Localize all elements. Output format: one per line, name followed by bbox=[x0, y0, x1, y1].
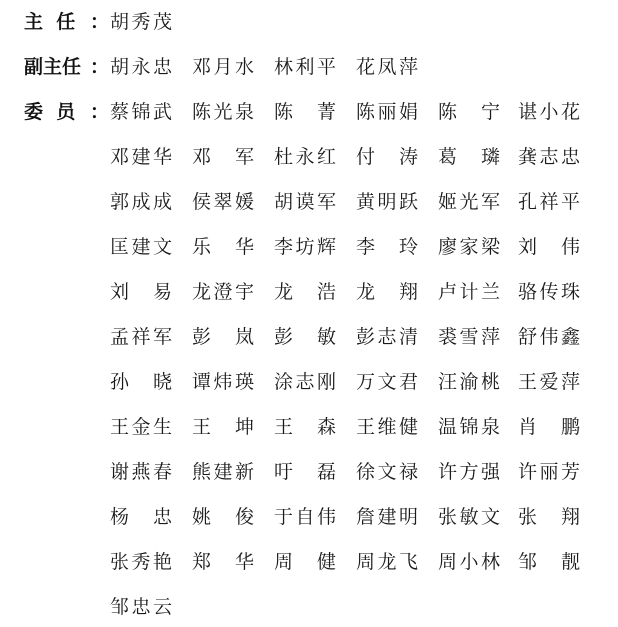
name-entry: 陈 丽 娟 bbox=[356, 101, 418, 123]
name-entry: 胡 谟 军 bbox=[274, 191, 336, 213]
name-entry: 林 利 平 bbox=[274, 56, 336, 78]
name-entry: 王 爱 萍 bbox=[518, 371, 580, 393]
name-entry: 詹 建 明 bbox=[356, 506, 418, 528]
name-entry: 裘 雪 萍 bbox=[438, 326, 500, 348]
name-entry: 彭 岚 bbox=[192, 326, 254, 348]
name-entry: 杜 永 红 bbox=[274, 146, 336, 168]
name-entry: 邹 靓 bbox=[518, 551, 580, 573]
name-entry: 徐 文 禄 bbox=[356, 461, 418, 483]
name-entry: 刘 易 bbox=[110, 281, 172, 303]
name-entry: 王 坤 bbox=[192, 416, 254, 438]
member-colon: ： bbox=[90, 101, 110, 123]
name-entry: 万 文 君 bbox=[356, 371, 418, 393]
name-entry: 郭 成 成 bbox=[110, 191, 172, 213]
name-entry: 蔡 锦 武 bbox=[110, 101, 172, 123]
name-entry: 张 敏 文 bbox=[438, 506, 500, 528]
name-entry: 黄 明 跃 bbox=[356, 191, 418, 213]
name-entry: 杨 忠 bbox=[110, 506, 172, 528]
name-entry: 付 涛 bbox=[356, 146, 418, 168]
name-entry: 温 锦 泉 bbox=[438, 416, 500, 438]
name-entry: 卢 计 兰 bbox=[438, 281, 500, 303]
name-entry: 李 坊 辉 bbox=[274, 236, 336, 258]
director-label: 主 任 bbox=[24, 11, 76, 33]
director-colon: ： bbox=[90, 11, 110, 33]
name-entry: 胡 秀 茂 bbox=[110, 11, 172, 33]
name-entry: 王 金 生 bbox=[110, 416, 172, 438]
name-entry: 骆 传 珠 bbox=[518, 281, 580, 303]
name-entry: 邹 忠 云 bbox=[110, 596, 172, 618]
name-entry: 邓 月 水 bbox=[192, 56, 254, 78]
name-entry: 谢 燕 春 bbox=[110, 461, 172, 483]
name-entry: 周 小 林 bbox=[438, 551, 500, 573]
name-entry: 王 维 健 bbox=[356, 416, 418, 438]
name-entry: 彭 志 清 bbox=[356, 326, 418, 348]
name-entry: 廖 家 梁 bbox=[438, 236, 500, 258]
name-entry: 龙 浩 bbox=[274, 281, 336, 303]
name-entry: 龙 翔 bbox=[356, 281, 418, 303]
name-entry: 熊 建 新 bbox=[192, 461, 254, 483]
name-entry: 陈 菁 bbox=[274, 101, 336, 123]
name-entry: 姚 俊 bbox=[192, 506, 254, 528]
name-entry: 胡 永 忠 bbox=[110, 56, 172, 78]
name-entry: 孔 祥 平 bbox=[518, 191, 580, 213]
name-entry: 侯 翠 媛 bbox=[192, 191, 254, 213]
name-entry: 吁 磊 bbox=[274, 461, 336, 483]
name-entry: 彭 敏 bbox=[274, 326, 336, 348]
name-entry: 姬 光 军 bbox=[438, 191, 500, 213]
name-entry: 舒 伟 鑫 bbox=[518, 326, 580, 348]
name-entry: 周 健 bbox=[274, 551, 336, 573]
name-entry: 孟 祥 军 bbox=[110, 326, 172, 348]
name-entry: 谭 炜 瑛 bbox=[192, 371, 254, 393]
name-entry: 花 凤 萍 bbox=[356, 56, 418, 78]
name-entry: 涂 志 刚 bbox=[274, 371, 336, 393]
name-entry: 肖 鹏 bbox=[518, 416, 580, 438]
name-entry: 许 方 强 bbox=[438, 461, 500, 483]
name-entry: 周 龙 飞 bbox=[356, 551, 418, 573]
member-label: 委 员 bbox=[24, 101, 76, 123]
name-entry: 葛 璘 bbox=[438, 146, 500, 168]
name-entry: 龚 志 忠 bbox=[518, 146, 580, 168]
name-entry: 匡 建 文 bbox=[110, 236, 172, 258]
name-entry: 郑 华 bbox=[192, 551, 254, 573]
name-entry: 张 翔 bbox=[518, 506, 580, 528]
name-entry: 李 玲 bbox=[356, 236, 418, 258]
name-entry: 陈 光 泉 bbox=[192, 101, 254, 123]
deputy-director-label: 副主任 bbox=[24, 56, 82, 78]
name-entry: 张 秀 艳 bbox=[110, 551, 172, 573]
name-entry: 邓 建 华 bbox=[110, 146, 172, 168]
name-entry: 刘 伟 bbox=[518, 236, 580, 258]
name-entry: 乐 华 bbox=[192, 236, 254, 258]
name-entry: 邓 军 bbox=[192, 146, 254, 168]
name-entry: 龙 澄 宇 bbox=[192, 281, 254, 303]
name-entry: 汪 渝 桃 bbox=[438, 371, 500, 393]
name-entry: 于 自 伟 bbox=[274, 506, 336, 528]
name-entry: 孙 晓 bbox=[110, 371, 172, 393]
deputy-director-colon: ： bbox=[90, 56, 110, 78]
name-entry: 王 森 bbox=[274, 416, 336, 438]
name-entry: 许 丽 芳 bbox=[518, 461, 580, 483]
name-entry: 陈 宁 bbox=[438, 101, 500, 123]
name-entry: 谌 小 花 bbox=[518, 101, 580, 123]
